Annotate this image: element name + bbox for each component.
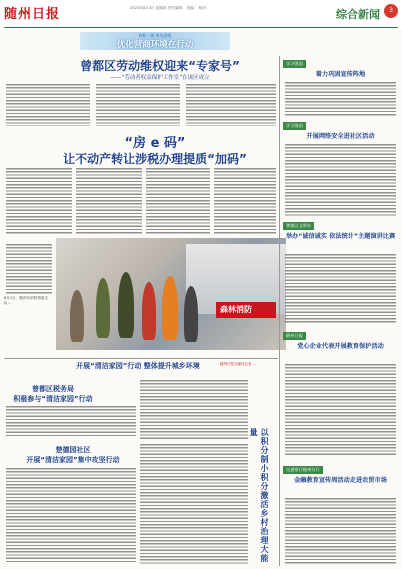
feature-deck: 随州日报全媒体记者 ...: [220, 362, 256, 366]
sidebar-body: [285, 82, 396, 116]
brief1-body: [6, 406, 136, 438]
sidebar-body: [285, 254, 396, 324]
vertical-headline: 以积分制小积分激活乡村治理大能量: [249, 428, 269, 563]
photo-person: [118, 272, 134, 338]
sidebar-tag: 交通银行随州分行: [283, 466, 323, 474]
photo-person: [142, 282, 156, 340]
brief1-headline: [8, 384, 98, 404]
lead-subhead: ——“劳动者权益保护工作室”在该区成立: [110, 75, 210, 81]
column-divider: [279, 56, 280, 566]
photo-person: [184, 286, 198, 342]
sidebar-tag: 曾都区文明办: [283, 222, 314, 230]
masthead-rule: [4, 27, 398, 28]
news-photo: [56, 238, 286, 350]
photo-sign-text: 森林消防: [220, 305, 252, 314]
second-headline-line2: 让不动产转让涉税办理提质“加码”: [63, 152, 247, 166]
second-body-col-2: [76, 168, 142, 234]
sidebar-body: [285, 498, 396, 564]
sidebar-tag: 随州日报: [283, 332, 306, 340]
feature-headline: 开展“清洁家园”行动 整体提升城乡环境: [76, 362, 200, 370]
brief2-body: [6, 468, 136, 564]
banner-title: 优化营商环境在行动: [116, 40, 194, 50]
section-title: 综合新闻: [336, 8, 380, 21]
feature-body-lower: [140, 444, 248, 564]
second-body-col-4: [214, 168, 276, 234]
lead-body-col-1: [6, 84, 90, 126]
photo-caption: 8月1日，随州市消防救援支队...: [4, 296, 49, 305]
brief2-line1: 楚德园社区: [55, 446, 91, 454]
photo-person: [162, 276, 178, 340]
caption-text-lines: [6, 244, 52, 294]
lead-headline: 曾都区劳动维权迎来“专家号”: [80, 59, 240, 73]
newspaper-logo: 随州日报: [4, 7, 61, 22]
sidebar-headline: 举办“诚信诚实 依法统计”主题演讲比赛: [285, 233, 396, 240]
brief2-headline: [8, 445, 138, 465]
banner-kicker: 对标一流 争先创优: [138, 33, 172, 38]
lead-body-col-2: [96, 84, 180, 126]
sidebar-tag: 学习强国: [283, 60, 306, 68]
masthead: [0, 0, 402, 30]
lead-body-col-3: [186, 84, 276, 126]
sidebar-headline: 着力巩固宣传阵地: [315, 71, 366, 78]
brief2-line2: 开展“清洁家园”集中攻坚行动: [26, 456, 120, 464]
page-number: 3: [384, 4, 398, 18]
brief1-line2: 积极参与“清洁家园”行动: [13, 395, 93, 403]
second-headline-line1: “房 e 码”: [124, 136, 186, 151]
sidebar-headline: 党心企业代表开展教育保护活动: [297, 343, 384, 350]
brief1-line1: 曾都区税务局: [32, 385, 74, 393]
sidebar-body: [285, 144, 396, 216]
feature-body-right: [140, 380, 248, 440]
sidebar-body: [285, 364, 396, 456]
sidebar-headline: 开展网络安全进社区活动: [306, 133, 375, 140]
second-body-col-1: [6, 168, 72, 234]
second-body-col-3: [146, 168, 210, 234]
sidebar-headline: 金融教育宣传周活动走进农贸市场: [294, 477, 387, 484]
divider: [4, 358, 278, 359]
campaign-banner: [80, 32, 230, 50]
sidebar-tag: 学习强国: [283, 122, 306, 130]
photo-person: [70, 290, 84, 342]
issue-line: 2023年8月3日 星期四 责任编辑： 美编： 校对：: [130, 6, 210, 10]
photo-person: [96, 278, 110, 338]
